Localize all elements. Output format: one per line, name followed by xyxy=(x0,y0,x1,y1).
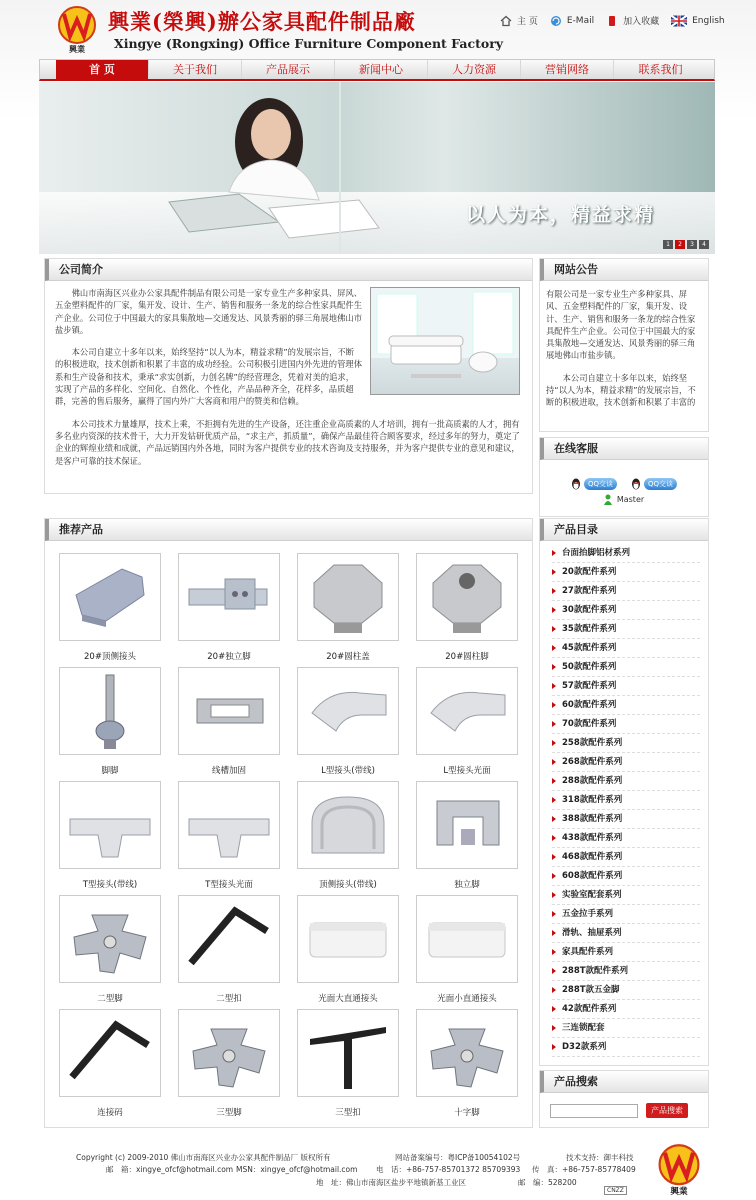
footer-support[interactable]: 技术支持：御丰科技 xyxy=(566,1153,634,1162)
footer-fax: 传 真：+86-757-85778409 xyxy=(532,1165,636,1174)
catalog-item-label: 五金拉手系列 xyxy=(562,908,614,919)
catalog-item-label: 50款配件系列 xyxy=(562,661,617,672)
product-card[interactable] xyxy=(59,667,161,781)
footer-copyright: Copyright (c) 2009-2010 佛山市南海区兴业办公家具配件制品厂 版权所有 xyxy=(76,1153,331,1162)
footer xyxy=(0,1134,756,1200)
catalog-item[interactable] xyxy=(552,1038,700,1057)
product-card[interactable] xyxy=(178,895,280,1009)
bullet-arrow-icon xyxy=(552,854,556,860)
product-card[interactable] xyxy=(297,667,399,781)
about-room-image xyxy=(370,287,520,395)
email-icon xyxy=(550,15,562,27)
catalog-item[interactable] xyxy=(552,1000,700,1019)
bullet-arrow-icon xyxy=(552,1006,556,1012)
catalog-title: 产品目录 xyxy=(540,519,708,541)
catalog-item-label: 滑轨、抽屉系列 xyxy=(562,927,622,938)
top-links xyxy=(500,14,725,27)
product-image[interactable] xyxy=(297,667,399,755)
product-image[interactable] xyxy=(416,781,518,869)
bullet-arrow-icon xyxy=(552,569,556,575)
catalog-item-label: 70款配件系列 xyxy=(562,718,617,729)
product-image[interactable] xyxy=(178,1009,280,1097)
catalog-item-label: D32款系列 xyxy=(562,1041,607,1052)
product-image[interactable] xyxy=(178,667,280,755)
product-card[interactable] xyxy=(416,1009,518,1123)
catalog-item-label: 288T款五金脚 xyxy=(562,984,620,995)
hero-banner[interactable] xyxy=(39,82,715,254)
product-card[interactable] xyxy=(178,1009,280,1123)
product-name[interactable]: L型接头(带线) xyxy=(321,766,375,776)
product-card[interactable] xyxy=(416,667,518,781)
catalog-item[interactable] xyxy=(552,981,700,1000)
featured-products-panel xyxy=(44,518,533,1128)
product-card[interactable] xyxy=(59,553,161,667)
catalog-item-label: 57款配件系列 xyxy=(562,680,617,691)
online-service-panel xyxy=(539,437,709,517)
nav-hr[interactable]: 人力资源 xyxy=(428,60,521,79)
product-image[interactable] xyxy=(59,895,161,983)
product-name[interactable]: 顶侧接头(带线) xyxy=(319,880,377,890)
product-image[interactable] xyxy=(297,1009,399,1097)
catalog-item[interactable] xyxy=(552,962,700,981)
home-link-label: 主 页 xyxy=(517,17,538,27)
banner-pager xyxy=(663,240,709,249)
product-card[interactable] xyxy=(416,781,518,895)
catalog-item[interactable] xyxy=(552,544,700,563)
product-card[interactable] xyxy=(297,895,399,1009)
bullet-arrow-icon xyxy=(552,892,556,898)
msn-user-icon xyxy=(604,494,612,505)
msn-contact[interactable] xyxy=(540,494,708,505)
catalog-item-label: 35款配件系列 xyxy=(562,623,617,634)
bullet-arrow-icon xyxy=(552,702,556,708)
product-name[interactable]: 20#顶侧接头 xyxy=(84,652,136,662)
bookmark-icon xyxy=(606,15,618,27)
qq-penguin-icon xyxy=(571,478,581,490)
product-card[interactable] xyxy=(59,781,161,895)
product-image[interactable] xyxy=(416,667,518,755)
footer-address: 地 址：佛山市南海区盐步平地镇新基工业区 xyxy=(316,1178,466,1187)
catalog-item-label: 318款配件系列 xyxy=(562,794,623,805)
product-image[interactable] xyxy=(178,553,280,641)
search-title: 产品搜索 xyxy=(540,1071,708,1093)
bullet-arrow-icon xyxy=(552,759,556,765)
catalog-item[interactable] xyxy=(552,582,700,601)
about-text xyxy=(45,281,532,467)
product-name[interactable]: 三型扣 xyxy=(335,1108,361,1118)
catalog-item[interactable] xyxy=(552,620,700,639)
footer-logo xyxy=(652,1142,706,1196)
banner-dot-2[interactable]: 2 xyxy=(675,240,685,249)
msn-contact-label: Master xyxy=(616,495,645,504)
product-image[interactable] xyxy=(416,1009,518,1097)
banner-dot-1[interactable]: 1 xyxy=(663,240,673,249)
product-name[interactable]: 20#圆柱盖 xyxy=(326,652,370,662)
qq-penguin-icon xyxy=(631,478,641,490)
svg-text:興業: 興業 xyxy=(69,45,85,54)
bullet-arrow-icon xyxy=(552,1044,556,1050)
notice-text xyxy=(540,281,708,421)
product-name[interactable]: T型接头(带线) xyxy=(82,880,138,890)
product-image[interactable] xyxy=(59,667,161,755)
catalog-item[interactable] xyxy=(552,658,700,677)
bullet-arrow-icon xyxy=(552,588,556,594)
nav-contact[interactable]: 联系我们 xyxy=(638,63,683,76)
catalog-item[interactable] xyxy=(552,563,700,582)
english-link-label: English xyxy=(692,15,725,26)
bullet-arrow-icon xyxy=(552,607,556,613)
product-name[interactable]: 二型扣 xyxy=(216,994,242,1004)
catalog-item-label: 三连锁配套 xyxy=(562,1022,605,1033)
bullet-arrow-icon xyxy=(552,949,556,955)
catalog-item-label: 家具配件系列 xyxy=(562,946,614,957)
product-card[interactable] xyxy=(416,895,518,1009)
uk-flag-icon xyxy=(671,15,687,27)
catalog-item-label: 60款配件系列 xyxy=(562,699,617,710)
banner-illustration xyxy=(39,82,715,254)
product-name[interactable]: 光面大直通接头 xyxy=(318,994,378,1004)
catalog-item[interactable] xyxy=(552,829,700,848)
search-button[interactable]: 产品搜索 xyxy=(646,1103,688,1118)
product-image[interactable] xyxy=(297,895,399,983)
product-image[interactable] xyxy=(178,781,280,869)
about-panel xyxy=(44,258,533,494)
product-name[interactable]: 独立脚 xyxy=(454,880,480,890)
bullet-arrow-icon xyxy=(552,778,556,784)
catalog-item-label: 438款配件系列 xyxy=(562,832,623,843)
brand-name-cn: 興業(榮興)辦公家具配件制品廠 xyxy=(108,9,416,34)
product-card[interactable] xyxy=(416,553,518,667)
bullet-arrow-icon xyxy=(552,873,556,879)
product-image[interactable] xyxy=(59,781,161,869)
product-name[interactable]: 20#独立脚 xyxy=(207,652,251,662)
product-image[interactable] xyxy=(59,1009,161,1097)
catalog-item[interactable] xyxy=(552,639,700,658)
catalog-item[interactable] xyxy=(552,791,700,810)
english-link[interactable] xyxy=(671,14,725,27)
bullet-arrow-icon xyxy=(552,816,556,822)
product-name[interactable]: 十字脚 xyxy=(454,1108,480,1118)
catalog-item-label: 388款配件系列 xyxy=(562,813,623,824)
bullet-arrow-icon xyxy=(552,797,556,803)
email-link-label: E-Mail xyxy=(566,15,595,26)
notice-panel xyxy=(539,258,709,432)
brand-name-en: Xingye (Rongxing) Office Furniture Component Factory xyxy=(114,36,504,51)
bookmark-link-label: 加入收藏 xyxy=(623,17,660,27)
product-name[interactable]: 连接码 xyxy=(97,1108,123,1118)
qq-chat-button[interactable] xyxy=(631,478,677,490)
product-name[interactable]: 二型脚 xyxy=(97,994,123,1004)
product-name[interactable]: L型接头光面 xyxy=(443,766,491,776)
product-card[interactable] xyxy=(178,667,280,781)
catalog-item[interactable] xyxy=(552,848,700,867)
bullet-arrow-icon xyxy=(552,721,556,727)
footer-msn: MSN：xingye_ofcf@hotmail.com xyxy=(236,1165,358,1174)
notice-paragraph: 有限公司是一家专业生产多种家具、屏风、五金塑料配件的厂家，集开发、设计、生产、销售和服务一条龙的综合性家具配件生产企业。公司位于中国最大的家具集散地—交通发达、风景秀丽的驿三角展地佛山市盐步镇。 xyxy=(546,289,696,361)
product-image[interactable] xyxy=(297,553,399,641)
product-image[interactable] xyxy=(416,553,518,641)
nav-news[interactable]: 新闻中心 xyxy=(335,60,428,79)
products-title: 推荐产品 xyxy=(45,519,532,541)
product-name[interactable]: 三型脚 xyxy=(216,1108,242,1118)
product-card[interactable] xyxy=(178,553,280,667)
catalog-item[interactable] xyxy=(552,867,700,886)
product-name[interactable]: 20#圆柱脚 xyxy=(445,652,489,662)
catalog-item[interactable] xyxy=(552,753,700,772)
catalog-item-label: 468款配件系列 xyxy=(562,851,623,862)
qq-chat-label: QQ交谈 xyxy=(644,478,677,490)
bullet-arrow-icon xyxy=(552,987,556,993)
catalog-item[interactable] xyxy=(552,772,700,791)
bullet-arrow-icon xyxy=(552,683,556,689)
svg-text:興業: 興業 xyxy=(670,1186,688,1196)
bullet-arrow-icon xyxy=(552,911,556,917)
nav-marketing[interactable]: 营销网络 xyxy=(521,60,614,79)
catalog-item[interactable] xyxy=(552,696,700,715)
catalog-item-label: 42款配件系列 xyxy=(562,1003,617,1014)
product-name[interactable]: 光面小直通接头 xyxy=(437,994,497,1004)
product-search-panel xyxy=(539,1070,709,1128)
email-link[interactable] xyxy=(550,14,594,27)
catalog-item-label: 台面抬脚铝材系列 xyxy=(562,547,631,558)
footer-zip: 邮 编：528200 xyxy=(518,1178,577,1187)
catalog-item-label: 288T款配件系列 xyxy=(562,965,629,976)
catalog-item[interactable] xyxy=(552,943,700,962)
banner-dot-3[interactable]: 3 xyxy=(687,240,697,249)
catalog-item[interactable] xyxy=(552,677,700,696)
home-link[interactable] xyxy=(500,14,538,27)
bullet-arrow-icon xyxy=(552,740,556,746)
product-card[interactable] xyxy=(297,553,399,667)
catalog-item[interactable] xyxy=(552,905,700,924)
catalog-item-label: 45款配件系列 xyxy=(562,642,617,653)
nav-home[interactable]: 首 页 xyxy=(56,60,149,79)
catalog-item-label: 288款配件系列 xyxy=(562,775,623,786)
about-paragraph: 佛山市南海区兴业办公家具配件制品有限公司是一家专业生产多种家具、屏风、五金塑料配件的厂家，集开发、设计、生产、销售和服务一条龙的综合性家具配件生产企业。公司位于中国最大的家具集散地—交通发达、风景秀丽的驿三角展地佛山市盐步镇。 xyxy=(55,288,362,335)
catalog-item-label: 20款配件系列 xyxy=(562,566,617,577)
product-card[interactable] xyxy=(178,781,280,895)
bookmark-link[interactable] xyxy=(606,14,659,27)
product-name[interactable]: 脚脚 xyxy=(101,766,119,776)
product-card[interactable] xyxy=(297,1009,399,1123)
product-card[interactable] xyxy=(59,1009,161,1123)
bullet-arrow-icon xyxy=(552,550,556,556)
bullet-arrow-icon xyxy=(552,930,556,936)
home-icon xyxy=(500,15,512,27)
catalog-item-label: 258款配件系列 xyxy=(562,737,623,748)
product-card[interactable] xyxy=(59,895,161,1009)
catalog-panel xyxy=(539,518,709,1066)
service-title: 在线客服 xyxy=(540,438,708,460)
footer-email: 邮 箱：xingye_ofcf@hotmail.com xyxy=(106,1165,234,1174)
notice-paragraph: 本公司自建立十多年以来，始终坚持“以人为本，精益求精”的发展宗旨，不断的积极进取，技术创新和积累了丰富的 xyxy=(546,372,696,408)
catalog-item-label: 608款配件系列 xyxy=(562,870,623,881)
catalog-item[interactable] xyxy=(552,601,700,620)
search-input[interactable] xyxy=(550,1104,638,1118)
product-card[interactable] xyxy=(297,781,399,895)
about-title: 公司简介 xyxy=(45,259,532,281)
footer-phone: 电 话：+86-757-85701372 85709393 xyxy=(376,1165,521,1174)
company-logo[interactable] xyxy=(52,4,102,54)
bullet-arrow-icon xyxy=(552,835,556,841)
catalog-item-label: 实验室配套系列 xyxy=(562,889,622,900)
catalog-list xyxy=(540,541,708,1057)
catalog-item-label: 27款配件系列 xyxy=(562,585,617,596)
catalog-item[interactable] xyxy=(552,715,700,734)
product-name[interactable]: 线槽加固 xyxy=(211,766,246,776)
catalog-item[interactable] xyxy=(552,810,700,829)
bullet-arrow-icon xyxy=(552,664,556,670)
about-paragraph: 本公司技术力量雄厚，技术上乘，不拒拥有先进的生产设备，还注重企业高质素的人才培训，拥有一批高质素的人才，拥有多名业内资深的技术骨干，大力开发钻研优质产品，“求主产，抓质量”，确保产品最佳符合顾客要求，经过多年的努力，奠定了企业的辉煌业绩和成就，产品远销国内外各地，同时为客户提供专业的技术咨询及支持服务，并为客户提供专业的意见和建议，是客户可靠的技术保证。 xyxy=(55,418,520,466)
bullet-arrow-icon xyxy=(552,1025,556,1031)
notice-title: 网站公告 xyxy=(540,259,708,281)
catalog-item[interactable] xyxy=(552,734,700,753)
bullet-arrow-icon xyxy=(552,626,556,632)
nav-about[interactable]: 关于我们 xyxy=(149,60,242,79)
banner-dot-4[interactable]: 4 xyxy=(699,240,709,249)
footer-icp[interactable]: 网站备案编号：粤ICP备10054102号 xyxy=(395,1153,521,1162)
product-image[interactable] xyxy=(178,895,280,983)
product-grid xyxy=(59,553,518,1123)
product-name[interactable]: T型接头光面 xyxy=(205,880,253,890)
product-image[interactable] xyxy=(416,895,518,983)
catalog-item-label: 268款配件系列 xyxy=(562,756,623,767)
nav-products[interactable]: 产品展示 xyxy=(242,60,335,79)
banner-slogan: 以人为本，精益求精 xyxy=(465,204,655,226)
cnzz-badge[interactable]: CNZZ xyxy=(604,1186,627,1195)
product-image[interactable] xyxy=(59,553,161,641)
bullet-arrow-icon xyxy=(552,645,556,651)
about-paragraph: 本公司自建立十多年以来，始终坚持“以人为本，精益求精”的发展宗旨，不断的积极进取，技术创新和积累了丰富的成功经验。公司积极引进国内外先进的管理体系和生产设备和技术，秉承“求实创新，力创名牌”的经营理念，凭着对美的追求，实现了产品的多样化、空间化、自然化、个性化，产品品种齐全，花样多，品质超群，完善的售后服务，赢得了国内外广大客商和用户的赞美和信赖。 xyxy=(55,347,362,407)
catalog-item-label: 30款配件系列 xyxy=(562,604,617,615)
bullet-arrow-icon xyxy=(552,968,556,974)
product-image[interactable] xyxy=(297,781,399,869)
qq-chat-label: QQ交谈 xyxy=(584,478,617,490)
catalog-item[interactable] xyxy=(552,924,700,943)
qq-chat-button[interactable] xyxy=(571,478,617,490)
main-nav xyxy=(39,59,715,81)
catalog-item[interactable] xyxy=(552,886,700,905)
catalog-item[interactable] xyxy=(552,1019,700,1038)
